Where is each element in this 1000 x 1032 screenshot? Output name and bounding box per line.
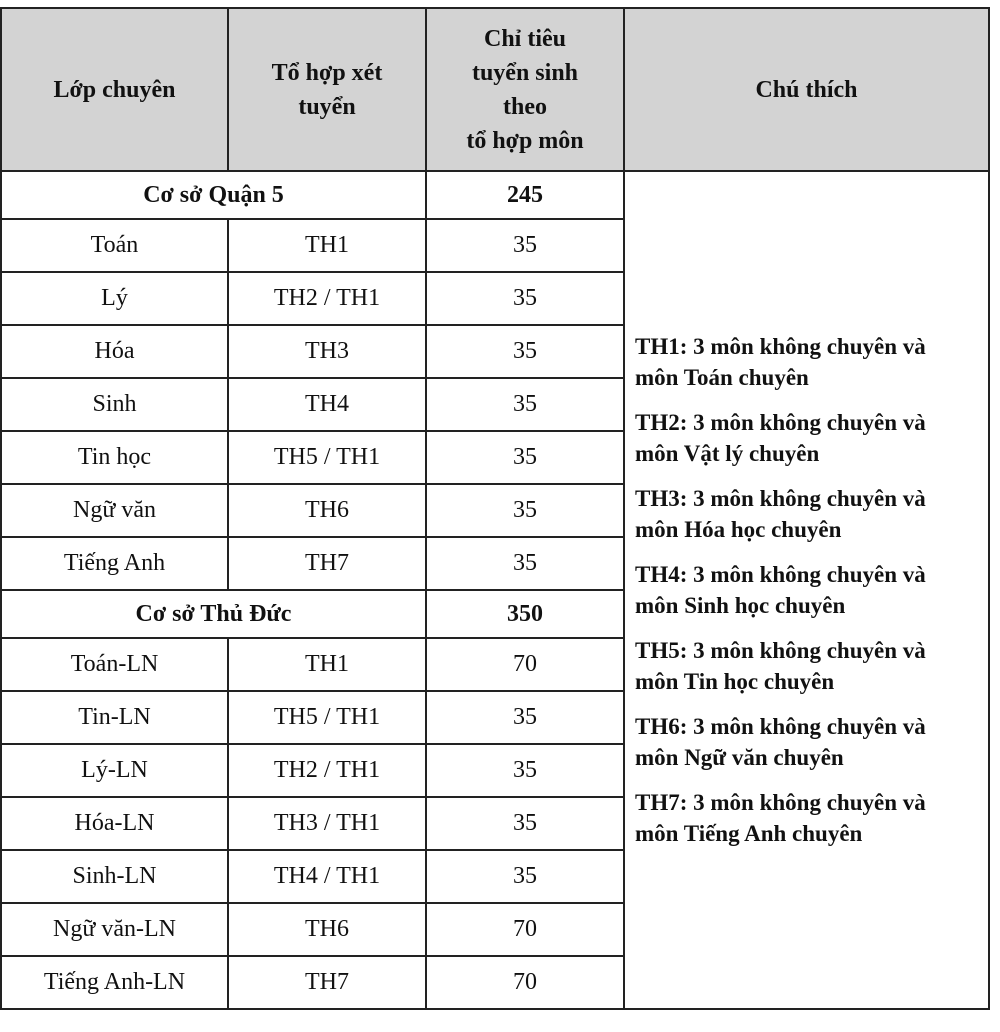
combination-cell: TH7 — [228, 537, 426, 590]
combination-cell: TH4 — [228, 378, 426, 431]
class-cell: Hóa — [1, 325, 228, 378]
header-quota-line2: tuyển sinh — [471, 59, 579, 86]
class-cell: Lý — [1, 272, 228, 325]
combination-cell: TH2 / TH1 — [228, 744, 426, 797]
combination-cell: TH3 / TH1 — [228, 797, 426, 850]
quota-table — [0, 7, 990, 1010]
group-name: Cơ sở Thủ Đức — [1, 590, 426, 638]
header-notes: Chú thích — [624, 8, 989, 171]
combination-cell: TH7 — [228, 956, 426, 1009]
class-cell: Sinh-LN — [1, 850, 228, 903]
quota-cell: 35 — [426, 537, 624, 590]
class-cell: Lý-LN — [1, 744, 228, 797]
class-cell: Hóa-LN — [1, 797, 228, 850]
note-th3: TH3: 3 môn không chuyên và môn Hóa học chuyên — [635, 486, 926, 542]
class-cell: Ngữ văn-LN — [1, 903, 228, 956]
quota-cell: 70 — [426, 638, 624, 691]
header-quota — [426, 8, 624, 171]
class-cell: Tiếng Anh-LN — [1, 956, 228, 1009]
quota-cell: 35 — [426, 850, 624, 903]
class-cell: Sinh — [1, 378, 228, 431]
class-cell: Ngữ văn — [1, 484, 228, 537]
combination-cell: TH6 — [228, 903, 426, 956]
quota-cell: 35 — [426, 484, 624, 537]
header-combination — [228, 8, 426, 171]
class-cell: Toán — [1, 219, 228, 272]
note-th2: TH2: 3 môn không chuyên và môn Vật lý chuyên — [635, 410, 926, 466]
combination-cell: TH5 / TH1 — [228, 691, 426, 744]
note-th6: TH6: 3 môn không chuyên và môn Ngữ văn chuyên — [635, 714, 926, 770]
header-quota-line1: Chỉ tiêu — [483, 25, 566, 52]
combination-cell: TH1 — [228, 219, 426, 272]
quota-cell: 35 — [426, 744, 624, 797]
combination-cell: TH1 — [228, 638, 426, 691]
notes-cell — [624, 171, 989, 1009]
quota-cell: 35 — [426, 378, 624, 431]
quota-cell: 70 — [426, 903, 624, 956]
class-cell: Tiếng Anh — [1, 537, 228, 590]
quota-cell: 35 — [426, 691, 624, 744]
header-combination-line1: Tổ hợp xét — [271, 59, 383, 86]
class-cell: Toán-LN — [1, 638, 228, 691]
group-total: 350 — [426, 590, 624, 638]
combination-cell: TH3 — [228, 325, 426, 378]
quota-cell: 70 — [426, 956, 624, 1009]
class-cell: Tin-LN — [1, 691, 228, 744]
header-quota-line3: theo — [503, 93, 547, 120]
quota-cell: 35 — [426, 325, 624, 378]
quota-cell: 35 — [426, 797, 624, 850]
note-th4: TH4: 3 môn không chuyên và môn Sinh học chuyên — [635, 562, 926, 618]
header-class: Lớp chuyên — [1, 8, 228, 171]
combination-cell: TH4 / TH1 — [228, 850, 426, 903]
note-th1: TH1: 3 môn không chuyên và môn Toán chuyên — [635, 334, 926, 390]
header-row — [1, 8, 989, 171]
quota-cell: 35 — [426, 272, 624, 325]
group-name: Cơ sở Quận 5 — [1, 171, 426, 219]
class-cell: Tin học — [1, 431, 228, 484]
quota-cell: 35 — [426, 219, 624, 272]
header-combination-line2: tuyển — [298, 93, 356, 120]
note-th5: TH5: 3 môn không chuyên và môn Tin học chuyên — [635, 638, 926, 694]
quota-cell: 35 — [426, 431, 624, 484]
combination-cell: TH6 — [228, 484, 426, 537]
group-total: 245 — [426, 171, 624, 219]
combination-cell: TH5 / TH1 — [228, 431, 426, 484]
note-th7: TH7: 3 môn không chuyên và môn Tiếng Anh chuyên — [635, 790, 926, 846]
group-row-quan5 — [1, 171, 989, 219]
combination-cell: TH2 / TH1 — [228, 272, 426, 325]
header-quota-line4: tổ hợp môn — [466, 127, 584, 154]
